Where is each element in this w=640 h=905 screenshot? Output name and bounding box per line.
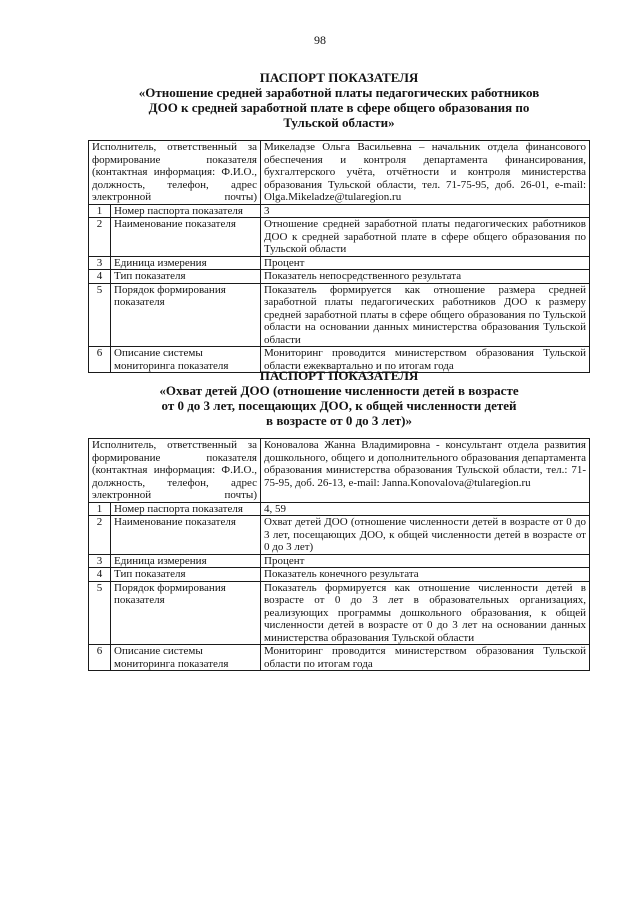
page-number: 98 [314, 33, 326, 47]
row-label: Номер паспорта показателя [111, 502, 261, 516]
table-row [89, 581, 590, 645]
row-value: Показатель непосредственного результата [261, 270, 590, 284]
passport-heading-line-1: «Отношение средней заработной платы педагогических работников [138, 85, 540, 100]
table-row [89, 568, 590, 582]
table-row [89, 645, 590, 671]
row-number: 6 [89, 347, 111, 373]
table-row [89, 204, 590, 218]
passport-heading-line-2: от 0 до 3 лет, посещающих ДОО, к общей численности детей [161, 398, 517, 413]
row-label: Описание системы мониторинга показателя [111, 347, 261, 373]
passport-table [88, 438, 590, 671]
table-row [89, 439, 590, 503]
table-row [89, 283, 590, 347]
executor-label: Исполнитель, ответственный за формирование показателя (контактная информация: Ф.И.О., должность, телефон, адрес электронной почты) [89, 439, 261, 503]
executor-label: Исполнитель, ответственный за формирование показателя (контактная информация: Ф.И.О., должность, телефон, адрес электронной почты) [89, 141, 261, 205]
row-value: Показатель конечного результата [261, 568, 590, 582]
row-label: Тип показателя [111, 568, 261, 582]
passport-heading-line-2: ДОО к средней заработной плате в сфере общего образования по [148, 100, 530, 115]
row-number: 5 [89, 283, 111, 347]
passport-title: ПАСПОРТ ПОКАЗАТЕЛЯ [259, 368, 419, 383]
row-value: Мониторинг проводится министерством образования Тульской области по итогам года [261, 645, 590, 671]
row-label: Единица измерения [111, 554, 261, 568]
row-value: Показатель формируется как отношение размера средней заработной платы педагогических работников ДОО к размеру средней заработной платы в сфере общего образования по Тульской области на основании данных министерства образования Тульской области [261, 283, 590, 347]
row-label: Наименование показателя [111, 218, 261, 257]
passport-heading-line-3: в возрасте от 0 до 3 лет)» [266, 413, 412, 428]
row-label: Порядок формирования показателя [111, 581, 261, 645]
row-number: 2 [89, 516, 111, 555]
row-label: Единица измерения [111, 256, 261, 270]
row-number: 4 [89, 568, 111, 582]
passport-heading-line-3: Тульской области» [283, 115, 395, 130]
row-number: 6 [89, 645, 111, 671]
row-value: Отношение средней заработной платы педагогических работников ДОО к средней заработной плате в сфере общего образования по Тульской области [261, 218, 590, 257]
row-number: 2 [89, 218, 111, 257]
row-label: Наименование показателя [111, 516, 261, 555]
passport-heading-line-1: «Охват детей ДОО (отношение численности детей в возрасте [159, 383, 519, 398]
row-number: 5 [89, 581, 111, 645]
row-value: 4, 59 [261, 502, 590, 516]
row-number: 1 [89, 204, 111, 218]
table-row [89, 554, 590, 568]
executor-value: Коновалова Жанна Владимировна - консультант отдела развития дошкольного, общего и дополнительного образования департамента образования министерства образования Тульской области, тел.: 71-75-95, доб. 26-13, e-mail: Janna.Konovalova@tularegion.ru [261, 439, 590, 503]
row-value: Процент [261, 554, 590, 568]
executor-value: Микеладзе Ольга Васильевна – начальник отдела финансового обеспечения и контроля департамента финансирования, бухгалтерского учёта, отчётности и контроля министерства образования Тульской области, тел. 71-75-95, доб. 26-01, e-mail: Olga.Mikeladze@tularegion.ru [261, 141, 590, 205]
row-label: Порядок формирования показателя [111, 283, 261, 347]
table-row [89, 270, 590, 284]
row-value: Показатель формируется как отношение численности детей в возрасте от 0 до 3 лет в образовательных организациях, реализующих программы дошкольного образования, к общей численности детей в возрасте от 0 до 3 лет на основании данных министерства образования Тульской области [261, 581, 590, 645]
row-number: 3 [89, 554, 111, 568]
row-value: Мониторинг проводится министерством образования Тульской области ежеквартально и по итогам года [261, 347, 590, 373]
table-row [89, 218, 590, 257]
passport-1 [88, 70, 590, 373]
row-number: 1 [89, 502, 111, 516]
row-label: Номер паспорта показателя [111, 204, 261, 218]
row-value: 3 [261, 204, 590, 218]
table-row [89, 141, 590, 205]
table-row [89, 502, 590, 516]
table-row [89, 256, 590, 270]
row-label: Описание системы мониторинга показателя [111, 645, 261, 671]
passport-title: ПАСПОРТ ПОКАЗАТЕЛЯ [259, 70, 419, 85]
row-value: Процент [261, 256, 590, 270]
table-row [89, 516, 590, 555]
passport-2 [88, 368, 590, 671]
row-label: Тип показателя [111, 270, 261, 284]
passport-table [88, 140, 590, 373]
row-number: 4 [89, 270, 111, 284]
row-value: Охват детей ДОО (отношение численности детей в возрасте от 0 до 3 лет, посещающих ДОО, к общей численности детей в возрасте от 0 до 3 лет) [261, 516, 590, 555]
row-number: 3 [89, 256, 111, 270]
